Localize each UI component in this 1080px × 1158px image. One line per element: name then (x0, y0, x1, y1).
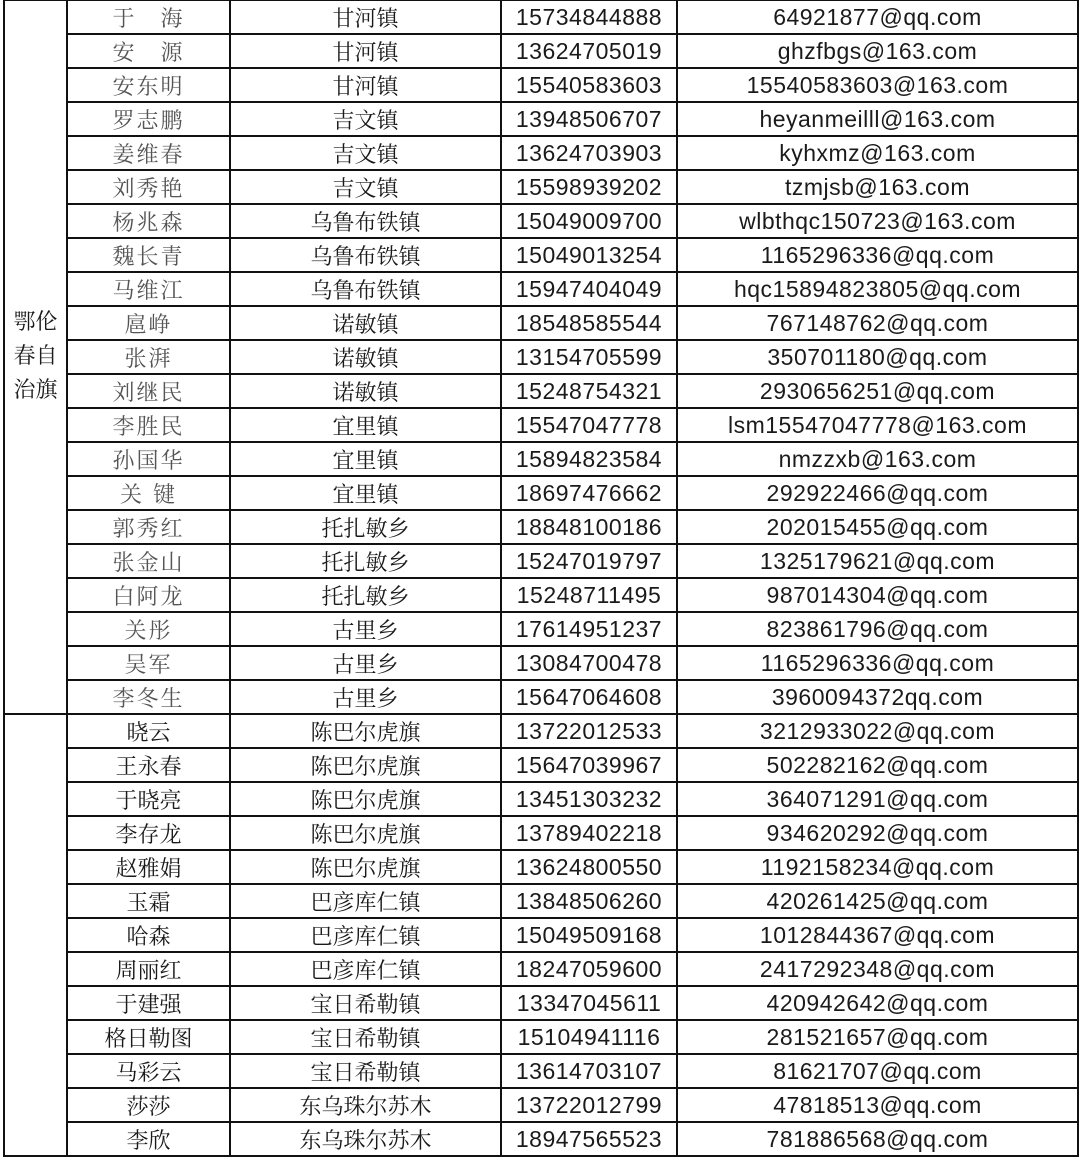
town-cell: 甘河镇 (230, 0, 501, 34)
phone-cell: 15894823584 (501, 442, 677, 476)
name-cell: 郭秀红 (67, 510, 230, 544)
name-cell: 马维江 (67, 272, 230, 306)
table-row (4, 102, 1078, 136)
phone-cell: 13624800550 (501, 850, 677, 884)
contact-table-body (4, 0, 1078, 1156)
town-cell: 古里乡 (230, 612, 501, 646)
name-cell: 张湃 (67, 340, 230, 374)
email-cell: 1165296336@qq.com (677, 646, 1078, 680)
town-cell: 宜里镇 (230, 442, 501, 476)
email-cell: 202015455@qq.com (677, 510, 1078, 544)
phone-cell: 13722012533 (501, 714, 677, 748)
email-cell: ghzfbgs@163.com (677, 34, 1078, 68)
town-cell: 东乌珠尔苏木 (230, 1122, 501, 1156)
table-row (4, 918, 1078, 952)
phone-cell: 15647039967 (501, 748, 677, 782)
email-cell: 1165296336@qq.com (677, 238, 1078, 272)
email-cell: 781886568@qq.com (677, 1122, 1078, 1156)
town-cell: 巴彦库仁镇 (230, 918, 501, 952)
phone-cell: 15547047778 (501, 408, 677, 442)
town-cell: 陈巴尔虎旗 (230, 748, 501, 782)
name-cell: 孙国华 (67, 442, 230, 476)
name-cell: 杨兆森 (67, 204, 230, 238)
phone-cell: 13614703107 (501, 1054, 677, 1088)
table-row (4, 1088, 1078, 1122)
email-cell: kyhxmz@163.com (677, 136, 1078, 170)
email-cell: 420942642@qq.com (677, 986, 1078, 1020)
town-cell: 陈巴尔虎旗 (230, 816, 501, 850)
name-cell: 莎莎 (67, 1088, 230, 1122)
table-row (4, 986, 1078, 1020)
town-cell: 诺敏镇 (230, 306, 501, 340)
town-cell: 甘河镇 (230, 68, 501, 102)
table-row (4, 612, 1078, 646)
town-cell: 宜里镇 (230, 408, 501, 442)
table-row (4, 884, 1078, 918)
name-cell: 哈森 (67, 918, 230, 952)
phone-cell: 15049013254 (501, 238, 677, 272)
email-cell: 2930656251@qq.com (677, 374, 1078, 408)
name-cell: 安东明 (67, 68, 230, 102)
email-cell: hqc15894823805@qq.com (677, 272, 1078, 306)
town-cell: 吉文镇 (230, 136, 501, 170)
town-cell: 宝日希勒镇 (230, 1020, 501, 1054)
table-row (4, 136, 1078, 170)
phone-cell: 15049009700 (501, 204, 677, 238)
email-cell: 3212933022@qq.com (677, 714, 1078, 748)
phone-cell: 13084700478 (501, 646, 677, 680)
table-row (4, 272, 1078, 306)
phone-cell: 13789402218 (501, 816, 677, 850)
town-cell: 陈巴尔虎旗 (230, 714, 501, 748)
name-cell: 周丽红 (67, 952, 230, 986)
phone-cell: 15247019797 (501, 544, 677, 578)
table-row (4, 1122, 1078, 1156)
email-cell: 502282162@qq.com (677, 748, 1078, 782)
name-cell: 吴军 (67, 646, 230, 680)
name-cell: 李存龙 (67, 816, 230, 850)
contact-table (3, 0, 1079, 1157)
table-row (4, 476, 1078, 510)
phone-cell: 15647064608 (501, 680, 677, 714)
table-row (4, 306, 1078, 340)
phone-cell: 13722012799 (501, 1088, 677, 1122)
table-row (4, 680, 1078, 714)
email-cell: 1012844367@qq.com (677, 918, 1078, 952)
phone-cell: 13948506707 (501, 102, 677, 136)
town-cell: 宜里镇 (230, 476, 501, 510)
town-cell: 东乌珠尔苏木 (230, 1088, 501, 1122)
email-cell: wlbthqc150723@163.com (677, 204, 1078, 238)
name-cell: 安 源 (67, 34, 230, 68)
email-cell: 934620292@qq.com (677, 816, 1078, 850)
table-row (4, 68, 1078, 102)
table-row (4, 544, 1078, 578)
name-cell: 李胜民 (67, 408, 230, 442)
name-cell: 魏长青 (67, 238, 230, 272)
phone-cell: 13848506260 (501, 884, 677, 918)
table-row (4, 340, 1078, 374)
table-row (4, 170, 1078, 204)
name-cell: 张金山 (67, 544, 230, 578)
town-cell: 陈巴尔虎旗 (230, 850, 501, 884)
table-row (4, 748, 1078, 782)
phone-cell: 13451303232 (501, 782, 677, 816)
name-cell: 于建强 (67, 986, 230, 1020)
email-cell: 420261425@qq.com (677, 884, 1078, 918)
email-cell: nmzzxb@163.com (677, 442, 1078, 476)
email-cell: lsm15547047778@163.com (677, 408, 1078, 442)
table-row (4, 510, 1078, 544)
name-cell: 晓云 (67, 714, 230, 748)
table-row (4, 782, 1078, 816)
name-cell: 扈峥 (67, 306, 230, 340)
email-cell: 81621707@qq.com (677, 1054, 1078, 1088)
phone-cell: 18848100186 (501, 510, 677, 544)
name-cell: 刘秀艳 (67, 170, 230, 204)
table-row (4, 34, 1078, 68)
email-cell: 3960094372qq.com (677, 680, 1078, 714)
town-cell: 古里乡 (230, 680, 501, 714)
town-cell: 陈巴尔虎旗 (230, 782, 501, 816)
town-cell: 宝日希勒镇 (230, 986, 501, 1020)
phone-cell: 15540583603 (501, 68, 677, 102)
table-row (4, 714, 1078, 748)
email-cell: 767148762@qq.com (677, 306, 1078, 340)
phone-cell: 13624705019 (501, 34, 677, 68)
email-cell: 987014304@qq.com (677, 578, 1078, 612)
phone-cell: 18548585544 (501, 306, 677, 340)
phone-cell: 15598939202 (501, 170, 677, 204)
table-row (4, 442, 1078, 476)
phone-cell: 15947404049 (501, 272, 677, 306)
email-cell: 47818513@qq.com (677, 1088, 1078, 1122)
name-cell: 姜维春 (67, 136, 230, 170)
table-row (4, 1020, 1078, 1054)
name-cell: 玉霜 (67, 884, 230, 918)
town-cell: 吉文镇 (230, 102, 501, 136)
region-cell (4, 714, 67, 1156)
town-cell: 古里乡 (230, 646, 501, 680)
phone-cell: 13624703903 (501, 136, 677, 170)
town-cell: 托扎敏乡 (230, 544, 501, 578)
name-cell: 白阿龙 (67, 578, 230, 612)
email-cell: tzmjsb@163.com (677, 170, 1078, 204)
table-row (4, 1054, 1078, 1088)
email-cell: 292922466@qq.com (677, 476, 1078, 510)
name-cell: 赵雅娟 (67, 850, 230, 884)
table-row (4, 850, 1078, 884)
town-cell: 托扎敏乡 (230, 510, 501, 544)
town-cell: 宝日希勒镇 (230, 1054, 501, 1088)
email-cell: 823861796@qq.com (677, 612, 1078, 646)
table-row (4, 204, 1078, 238)
table-row (4, 408, 1078, 442)
phone-cell: 18697476662 (501, 476, 677, 510)
name-cell: 李冬生 (67, 680, 230, 714)
phone-cell: 15104941116 (501, 1020, 677, 1054)
town-cell: 巴彦库仁镇 (230, 952, 501, 986)
phone-cell: 15248754321 (501, 374, 677, 408)
phone-cell: 17614951237 (501, 612, 677, 646)
name-cell: 李欣 (67, 1122, 230, 1156)
town-cell: 甘河镇 (230, 34, 501, 68)
table-row (4, 578, 1078, 612)
email-cell: heyanmeilll@163.com (677, 102, 1078, 136)
name-cell: 于 海 (67, 0, 230, 34)
phone-cell: 18947565523 (501, 1122, 677, 1156)
email-cell: 2417292348@qq.com (677, 952, 1078, 986)
phone-cell: 15248711495 (501, 578, 677, 612)
town-cell: 乌鲁布铁镇 (230, 272, 501, 306)
phone-cell: 15049509168 (501, 918, 677, 952)
name-cell: 马彩云 (67, 1054, 230, 1088)
email-cell: 350701180@qq.com (677, 340, 1078, 374)
town-cell: 托扎敏乡 (230, 578, 501, 612)
name-cell: 关 键 (67, 476, 230, 510)
table-row (4, 646, 1078, 680)
email-cell: 1325179621@qq.com (677, 544, 1078, 578)
email-cell: 364071291@qq.com (677, 782, 1078, 816)
region-cell: 鄂伦春自治旗 (4, 0, 67, 714)
name-cell: 王永春 (67, 748, 230, 782)
town-cell: 巴彦库仁镇 (230, 884, 501, 918)
phone-cell: 13347045611 (501, 986, 677, 1020)
email-cell: 15540583603@163.com (677, 68, 1078, 102)
town-cell: 诺敏镇 (230, 340, 501, 374)
phone-cell: 15734844888 (501, 0, 677, 34)
phone-cell: 18247059600 (501, 952, 677, 986)
town-cell: 乌鲁布铁镇 (230, 204, 501, 238)
table-row (4, 952, 1078, 986)
name-cell: 格日勒图 (67, 1020, 230, 1054)
name-cell: 罗志鹏 (67, 102, 230, 136)
name-cell: 于晓亮 (67, 782, 230, 816)
table-row (4, 816, 1078, 850)
name-cell: 刘继民 (67, 374, 230, 408)
email-cell: 64921877@qq.com (677, 0, 1078, 34)
town-cell: 诺敏镇 (230, 374, 501, 408)
table-row (4, 238, 1078, 272)
phone-cell: 13154705599 (501, 340, 677, 374)
town-cell: 吉文镇 (230, 170, 501, 204)
name-cell: 关彤 (67, 612, 230, 646)
town-cell: 乌鲁布铁镇 (230, 238, 501, 272)
email-cell: 1192158234@qq.com (677, 850, 1078, 884)
table-row (4, 0, 1078, 34)
email-cell: 281521657@qq.com (677, 1020, 1078, 1054)
table-row (4, 374, 1078, 408)
